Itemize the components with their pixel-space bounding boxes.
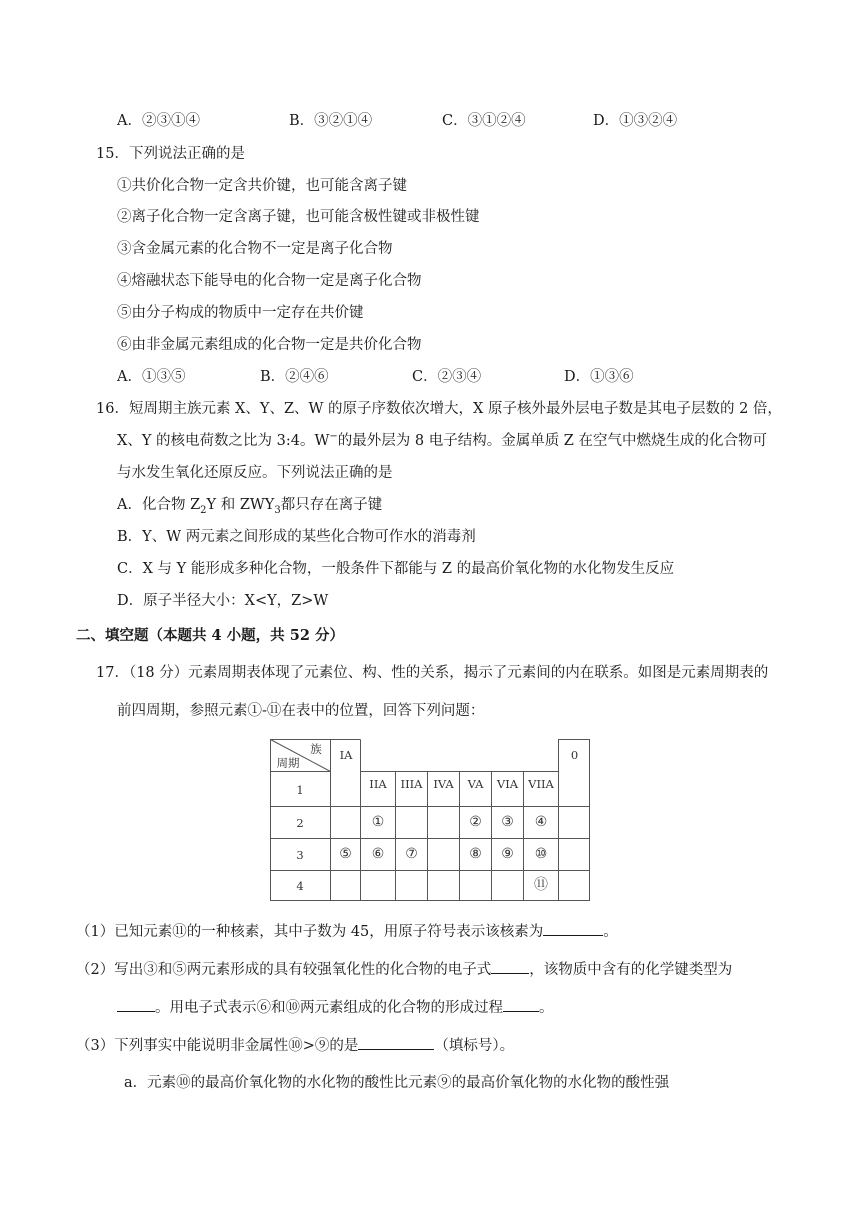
table-element-9: ⑨ — [501, 846, 514, 862]
answer-blank[interactable] — [358, 1035, 434, 1050]
table-group-iva: IVA — [433, 777, 454, 791]
q16-option-c: C．X 与 Y 能形成多种化合物，一般条件下都能与 Z 的最高价氧化物的水化物发生反应 — [117, 561, 675, 577]
q17-sub2-line-1: （2）写出③和⑤两元素形成的具有较强氧化性的化合物的电子式 ，该物质中含有的化学键类型为 — [76, 959, 732, 980]
table-group-0: 0 — [570, 748, 579, 762]
q17-stem-line-2: 前四周期，参照元素①-⑪在表中的位置，回答下列问题： — [117, 703, 485, 719]
table-element-11: ⑪ — [534, 877, 548, 893]
q16-option-b: B．Y、W 两元素之间形成的某些化合物可作水的消毒剂 — [117, 529, 476, 545]
q15-item-6: ⑥由非金属元素组成的化合物一定是共价化合物 — [117, 337, 422, 353]
q17-sub2-line-2: 。用电子式表示⑥和⑩两元素组成的化合物的形成过程 。 — [117, 997, 554, 1018]
q15-option-b: B．②④⑥ — [260, 369, 329, 385]
table-group-va: VA — [467, 777, 484, 791]
answer-blank[interactable] — [503, 997, 539, 1012]
table-element-10: ⑩ — [534, 846, 548, 862]
q15-stem: 15．下列说法正确的是 — [96, 146, 245, 162]
table-group-ia: IA — [339, 748, 353, 762]
q15-option-d: D．①③⑥ — [564, 369, 634, 385]
table-group-iiia: IIIA — [400, 777, 423, 791]
q16-stem-line-1: 16．短周期主族元素 X、Y、Z、W 的原子序数依次增大，X 原子核外最外层电子数是其电子层数的 2 倍， — [96, 401, 782, 417]
q15-item-3: ③含金属元素的化合物不一定是离子化合物 — [117, 241, 393, 257]
q15-item-5: ⑤由分子构成的物质中一定存在共价键 — [117, 305, 364, 321]
table-element-5: ⑤ — [339, 846, 352, 862]
table-element-6: ⑥ — [371, 846, 385, 862]
q15-option-a: A．①③⑤ — [117, 369, 186, 385]
table-group-viia: VIIA — [528, 777, 554, 791]
q15-item-2: ②离子化合物一定含离子键，也可能含极性键或非极性键 — [117, 209, 480, 225]
periodic-table — [270, 739, 590, 901]
table-header-zhouqi: 周期 — [276, 756, 300, 770]
table-period-1: 1 — [296, 783, 304, 797]
q14-option-c: C．③①②④ — [442, 113, 526, 129]
q17-sub1: （1）已知元素⑪的一种核素，其中子数为 45，用原子符号表示该核素为 。 — [76, 921, 618, 942]
q17-sub3-item-a: a．元素⑩的最高价氧化物的水化物的酸性比元素⑨的最高价氧化物的水化物的酸性强 — [124, 1075, 670, 1091]
table-period-4: 4 — [296, 879, 304, 893]
answer-blank[interactable] — [117, 997, 155, 1012]
table-element-7: ⑦ — [405, 846, 418, 862]
answer-blank[interactable] — [491, 959, 529, 974]
q17-sub3: （3）下列事实中能说明非金属性⑩>⑨的是 （填标号）。 — [76, 1035, 514, 1056]
q16-stem-line-3: 与水发生氧化还原反应。下列说法正确的是 — [117, 465, 393, 481]
table-period-2: 2 — [296, 816, 304, 830]
q15-item-1: ①共价化合物一定含共价键，也可能含离子键 — [117, 178, 407, 194]
table-period-3: 3 — [296, 848, 304, 862]
section-heading: 二、填空题（本题共 4 小题，共 52 分） — [76, 627, 344, 644]
q15-option-c: C．②③④ — [412, 369, 482, 385]
table-header-zu: 族 — [310, 742, 322, 756]
q14-option-d: D．①③②④ — [593, 113, 678, 129]
q15-item-4: ④熔融状态下能导电的化合物一定是离子化合物 — [117, 273, 422, 289]
table-element-2: ② — [469, 814, 482, 830]
table-element-4: ④ — [534, 814, 548, 830]
answer-blank[interactable] — [543, 921, 603, 936]
table-group-via: VIA — [496, 777, 519, 791]
table-element-3: ③ — [501, 814, 514, 830]
table-element-1: ① — [371, 814, 385, 830]
table-group-iia: IIA — [369, 777, 387, 791]
q14-option-a: A．②③①④ — [117, 113, 200, 129]
q14-option-b: B．③②①④ — [289, 113, 373, 129]
table-element-8: ⑧ — [469, 846, 482, 862]
q17-stem-line-1: 17．（18 分）元素周期表体现了元素位、构、性的关系，揭示了元素间的内在联系。如图是元素周期表的 — [96, 665, 769, 681]
q16-stem-line-2: X、Y 的核电荷数之比为 3:4。W−的最外层为 8 电子结构。金属单质 Z 在空气中燃烧生成的化合物可 — [117, 431, 767, 449]
q16-option-d: D．原子半径大小：X<Y，Z>W — [117, 593, 329, 609]
q16-option-a: A．化合物 $Z_2Y$ 和 $ZWY_3$都只存在离子键 — [117, 497, 383, 516]
